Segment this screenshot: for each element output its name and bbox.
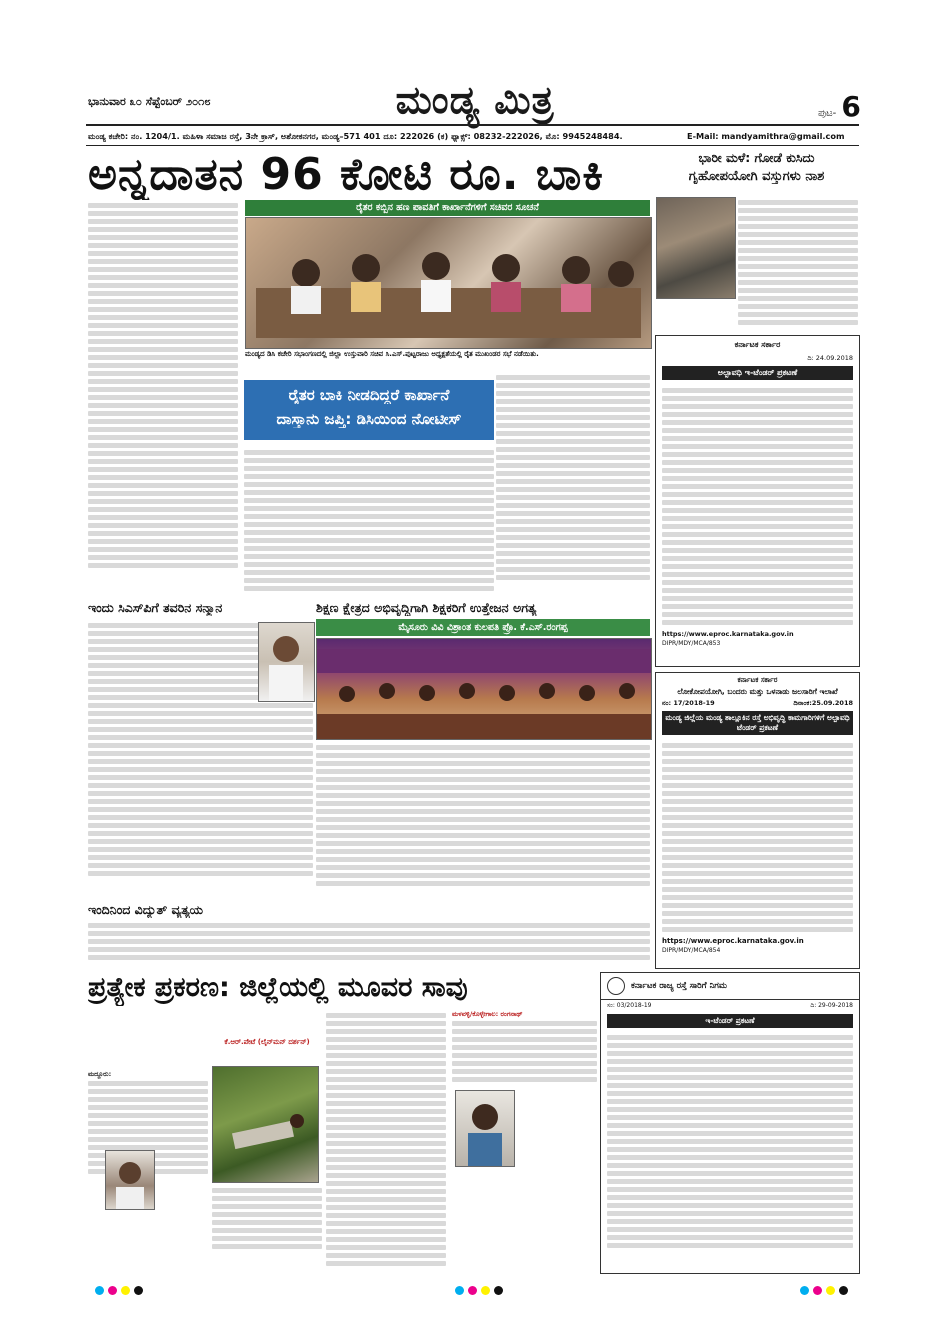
lead-body — [88, 200, 238, 595]
contact-line: ಮಂಡ್ಯ ಕಚೇರಿ: ನಂ. 1204/1. ಮಹಿಳಾ ಸಮಾಜ ರಸ್ತೆ, 3ನೇ ಕ್ರಾಸ್, ಅಶೋಕನಗರ, ಮಂಡ್ಯ–571 401 ದೂ: 222026 (ಕ) ಫ್ಯಾಕ್ಸ್: 08232-222026, ಮೊ: 9945248484. — [88, 131, 623, 141]
bottom-body-col-2 — [212, 1185, 322, 1310]
bottom-body-col-3 — [326, 1010, 446, 1310]
header-rule — [86, 124, 859, 126]
tender-3-title: ಕರ್ನಾಟಕ ರಾಜ್ಯ ರಸ್ತೆ ಸಾರಿಗೆ ನಿಗಮ — [631, 981, 727, 991]
tender-1-url[interactable]: https://www.eproc.karnataka.gov.in — [662, 630, 794, 638]
tender-1-ref: DIPR/MDY/MCA/853 — [662, 640, 721, 647]
tender-2-office: ಲೋಕೋಪಯೋಗಿ, ಬಂದರು ಮತ್ತು ಒಳನಾಡು ಜಲಸಾರಿಗೆ ಇಲಾಖೆ — [677, 687, 838, 696]
rain-headline-box — [655, 150, 858, 192]
tender-box-2 — [655, 672, 860, 969]
bottom-photo-caption: ಕೆ.ಆರ್.ಪೇಟೆ (ಲೈನ್‌ಮನ್ ದರ್ಶನ್) — [224, 1038, 310, 1046]
points-column — [497, 155, 650, 199]
rain-headline-1: ಭಾರೀ ಮಳೆ: ಗೋಡೆ ಕುಸಿದು — [698, 150, 815, 165]
csp-headline: ಇಂದು ಸಿಎಸ್‌ಪಿಗೆ ತವರಿನ ಸನ್ಮಾನ — [88, 600, 223, 615]
sub-lead-headline-1: ರೈತರ ಬಾಕಿ ನೀಡದಿದ್ದರೆ ಕಾರ್ಖಾನೆ — [288, 386, 450, 404]
power-headline: ಇಂದಿನಿಂದ ವಿದ್ಯುತ್ ವ್ಯತ್ಯಯ — [88, 902, 204, 917]
lead-side-column — [496, 372, 650, 597]
meeting-photo-illustration — [246, 218, 651, 348]
lead-headline: ಅನ್ನದಾತನ 96 ಕೋಟಿ ರೂ. ಬಾಕಿ — [88, 150, 604, 200]
portrait-illustration — [259, 623, 314, 701]
tender-box-1 — [655, 335, 860, 667]
tender-1-body — [656, 383, 859, 630]
lead-photo-strap — [245, 200, 650, 216]
contact-rule — [86, 145, 859, 146]
education-headline: ಶಿಕ್ಷಣ ಕ್ಷೇತ್ರದ ಅಭಿವೃದ್ಧಿಗಾಗಿ ಶಿಕ್ಷಕರಿಗೆ ಉತ್ತೇಜನ ಅಗತ್ಯ — [316, 600, 537, 615]
csp-portrait-photo — [258, 622, 315, 702]
lead-photo — [245, 217, 652, 349]
tender-2-number: ನಂ: 17/2018-19 — [662, 699, 715, 707]
rain-body — [738, 197, 858, 332]
ksrtc-logo-icon — [607, 977, 625, 995]
stage-photo-illustration — [317, 639, 651, 739]
tender-3-number: ಸಂ: 03/2018-19 — [607, 1002, 652, 1009]
young-man-photo — [455, 1090, 515, 1167]
education-subhead — [316, 619, 650, 636]
accident-photo — [212, 1066, 319, 1183]
tender-1-date: ದಿ: 24.09.2018 — [807, 354, 853, 362]
tender-box-3 — [600, 972, 860, 1274]
education-body — [316, 742, 650, 892]
lead-caption: ಮಂಡ್ಯದ ಡಿಸಿ ಕಚೇರಿ ಸಭಾಂಗಣದಲ್ಲಿ ಜಿಲ್ಲಾ ಉಸ್ತುವಾರಿ ಸಚಿವ ಸಿ.ಎಸ್.ಪುಟ್ಟರಾಜು ಅಧ್ಯಕ್ಷತೆಯಲ್ಲಿ ರೈತ ಮುಖಂಡರ ಸಭೆ ನಡೆಯಿತು. — [245, 350, 539, 358]
elderly-man-photo — [105, 1150, 155, 1210]
tender-2-url[interactable]: https://www.eproc.karnataka.gov.in — [662, 937, 804, 945]
bottom-tag-1: ಮದ್ದೂರು: — [88, 1070, 112, 1078]
registration-marks-left — [95, 1280, 147, 1299]
tender-2-ref: DIPR/MDY/MCA/854 — [662, 947, 721, 954]
tender-2-date: ದಿನಾಂಕ:25.09.2018 — [793, 699, 853, 707]
print-date: ಭಾನುವಾರ ೩೦ ಸೆಪ್ಟೆಂಬರ್ ೨೦೧೮ — [88, 95, 211, 108]
sub-lead-body — [244, 447, 494, 597]
registration-marks-center — [455, 1280, 507, 1299]
accident-illustration — [213, 1067, 318, 1182]
young-portrait-illustration — [456, 1091, 514, 1166]
sub-lead-headline-2: ದಾಸ್ತಾನು ಜಪ್ತಿ: ಡಿಸಿಯಿಂದ ನೋಟೀಸ್ — [276, 410, 462, 428]
tender-2-body — [656, 738, 859, 937]
masthead: ಮಂಡ್ಯ ಮಿತ್ರ — [395, 78, 555, 122]
page-label: ಪುಟ- — [818, 108, 837, 119]
elderly-portrait-illustration — [106, 1151, 154, 1209]
tender-3-notice: ಇ-ಟೆಂಡರ್ ಪ್ರಕಟಣೆ — [607, 1014, 853, 1028]
tender-3-body — [601, 1030, 859, 1253]
tender-1-title: ಕರ್ನಾಟಕ ಸರ್ಕಾರ — [734, 340, 781, 349]
tender-1-notice: ಅಲ್ಪಾವಧಿ ಇ-ಟೆಂಡರ್ ಪ್ರಕಟಣೆ — [662, 366, 853, 380]
tender-2-title: ಕರ್ನಾಟಕ ಸರ್ಕಾರ — [737, 676, 778, 684]
registration-marks-right — [800, 1280, 852, 1299]
rain-photo — [656, 197, 736, 299]
page-number: 6 — [841, 90, 861, 123]
rain-headline-2: ಗೃಹೋಪಯೋಗಿ ವಸ್ತುಗಳು ನಾಶ — [688, 169, 825, 184]
lead-photo-strap-text: ರೈತರ ಕಬ್ಬಿನ ಹಣ ಪಾವತಿಗೆ ಕಾರ್ಖಾನೆಗಳಿಗೆ ಸಚಿವರ ಸೂಚನೆ — [356, 202, 539, 213]
education-subhead-text: ಮೈಸೂರು ವಿವಿ ವಿಶ್ರಾಂತ ಕುಲಪತಿ ಪ್ರೊ. ಕೆ.ಎಸ್.ರಂಗಪ್ಪ — [398, 622, 568, 633]
contact-email: E-Mail: mandyamithra@gmail.com — [687, 131, 845, 141]
power-body — [88, 920, 650, 966]
education-photo — [316, 638, 652, 740]
tender-2-banner: ಮಂಡ್ಯ ಜಿಲ್ಲೆಯ ಮಂಡ್ಯ ತಾಲ್ಲೂಕಿನ ರಸ್ತೆ ಅಭಿವೃದ್ಧಿ ಕಾಮಗಾರಿಗಳಿಗೆ ಅಲ್ಪಾವಧಿ ಟೆಂಡರ್ ಪ್ರಕಟಣೆ — [662, 711, 853, 735]
bottom-headline: ಪ್ರತ್ಯೇಕ ಪ್ರಕರಣ: ಜಿಲ್ಲೆಯಲ್ಲಿ ಮೂವರ ಸಾವು — [88, 972, 468, 1003]
bottom-tag-2: ಮಳವಳ್ಳಿ/ಕೊಳ್ಳೇಗಾಲ: ರಂಗನಾಥ್ — [452, 1010, 523, 1018]
tender-3-date: ದಿ: 29-09-2018 — [810, 1002, 853, 1009]
sub-lead-box — [244, 380, 494, 440]
page-number-label — [818, 90, 861, 123]
